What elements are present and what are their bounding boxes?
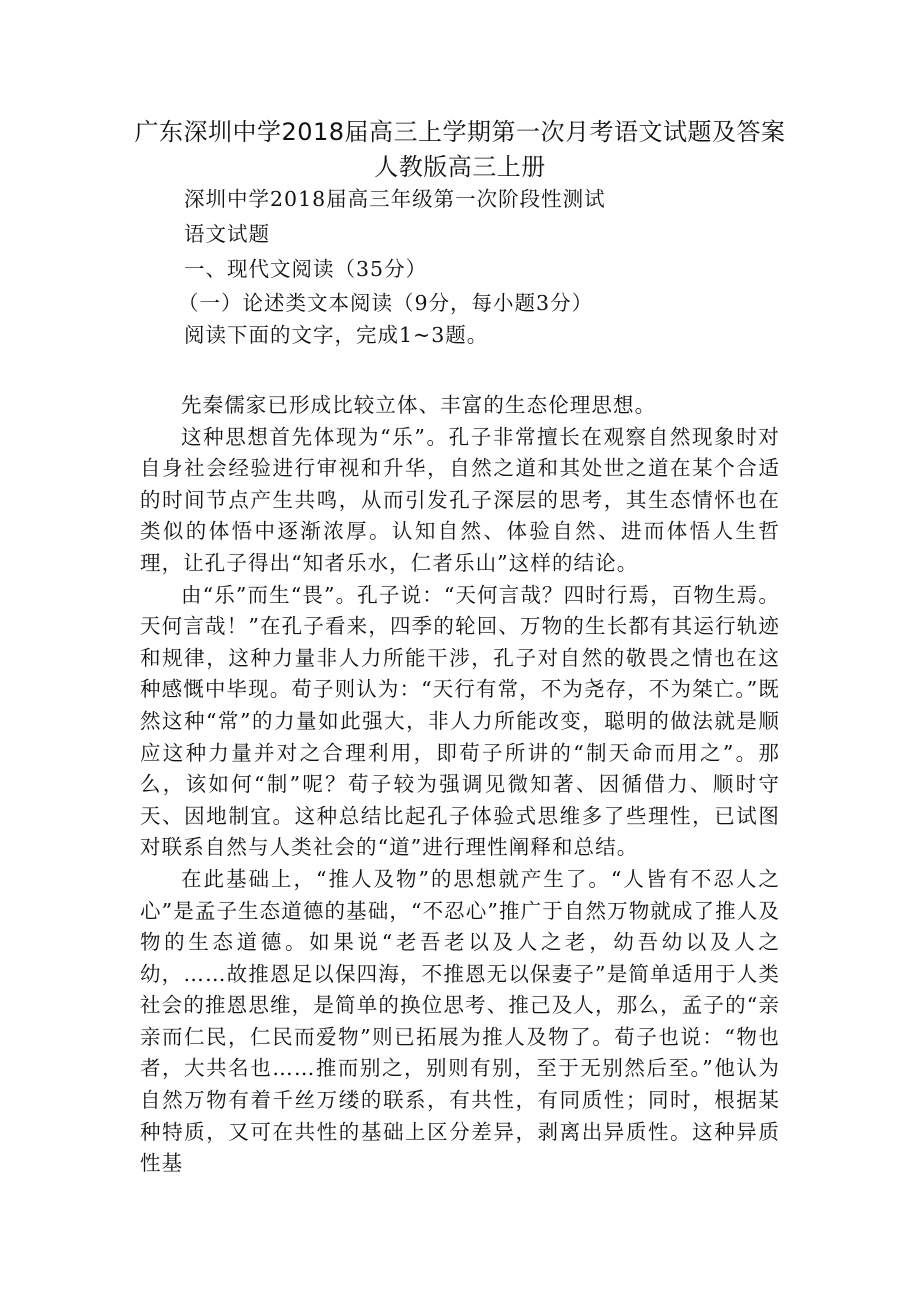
passage-paragraph: 先秦儒家已形成比较立体、丰富的生态伦理思想。 xyxy=(181,393,657,417)
exam-subtitle: 深圳中学2018届高三年级第一次阶段性测试 xyxy=(184,187,606,211)
reading-passage xyxy=(140,390,780,1180)
section-heading: 一、现代文阅读（35分） xyxy=(184,257,428,281)
document-title: 广东深圳中学2018届高三上学期第一次月考语文试题及答案 xyxy=(134,118,786,146)
passage-paragraph: 由“乐”而生“畏”。孔子说：“天何言哉？四时行焉，百物生焉。天何言哉！”在孔子看来，四季的轮回、万物的生长都有其运行轨迹和规律，这种力量非人力所能干涉，孔子对自然的敬畏之情也在这种感慨中毕现。荀子则认为：“天行有常，不为尧存，不为桀亡。”既然这种“常”的力量如此强大，非人力所能改变，聪明的做法就是顺应这种力量并对之合理利用，即荀子所讲的“制天命而用之”。那么，该如何“制”呢？荀子较为强调见微知著、因循借力、顺时守天、因地制宜。这种总结比起孔子体验式思维多了些理性，已试图对联系自然与人类社会的“道”进行理性阐释和总结。 xyxy=(140,582,780,860)
exam-name: 语文试题 xyxy=(184,222,270,246)
passage-paragraph: 这种思想首先体现为“乐”。孔子非常擅长在观察自然现象时对自身社会经验进行审视和升华，自然之道和其处世之道在某个合适的时间节点产生共鸣，从而引发孔子深层的思考，其生态情怀也在类似的体悟中逐渐浓厚。认知自然、体验自然、进而体悟人生哲理，让孔子得出“知者乐水，仁者乐山”这样的结论。 xyxy=(140,424,780,575)
subsection-heading: （一）论述类文本阅读（9分，每小题3分） xyxy=(178,291,594,315)
passage-paragraph: 在此基础上，“推人及物”的思想就产生了。“人皆有不忍人之心”是孟子生态道德的基础，“不忍心”推广于自然万物就成了推人及物的生态道德。如果说“老吾老以及人之老，幼吾幼以及人之幼，……故推恩足以保四海，不推恩无以保妻子”是简单适用于人类社会的推恩思维，是简单的换位思考、推己及人，那么，孟子的“亲亲而仁民，仁民而爱物”则已拓展为推人及物了。荀子也说：“物也者，大共名也……推而别之，别则有别，至于无别然后至。”他认为自然万物有着千丝万缕的联系，有共性，有同质性；同时，根据某种特质，又可在共性的基础上区分差异，剥离出异质性。这种异质性基 xyxy=(140,866,780,1176)
reading-instruction: 阅读下面的文字，完成1~3题。 xyxy=(184,323,489,347)
document-title-line2: 人教版高三上册 xyxy=(374,153,546,181)
